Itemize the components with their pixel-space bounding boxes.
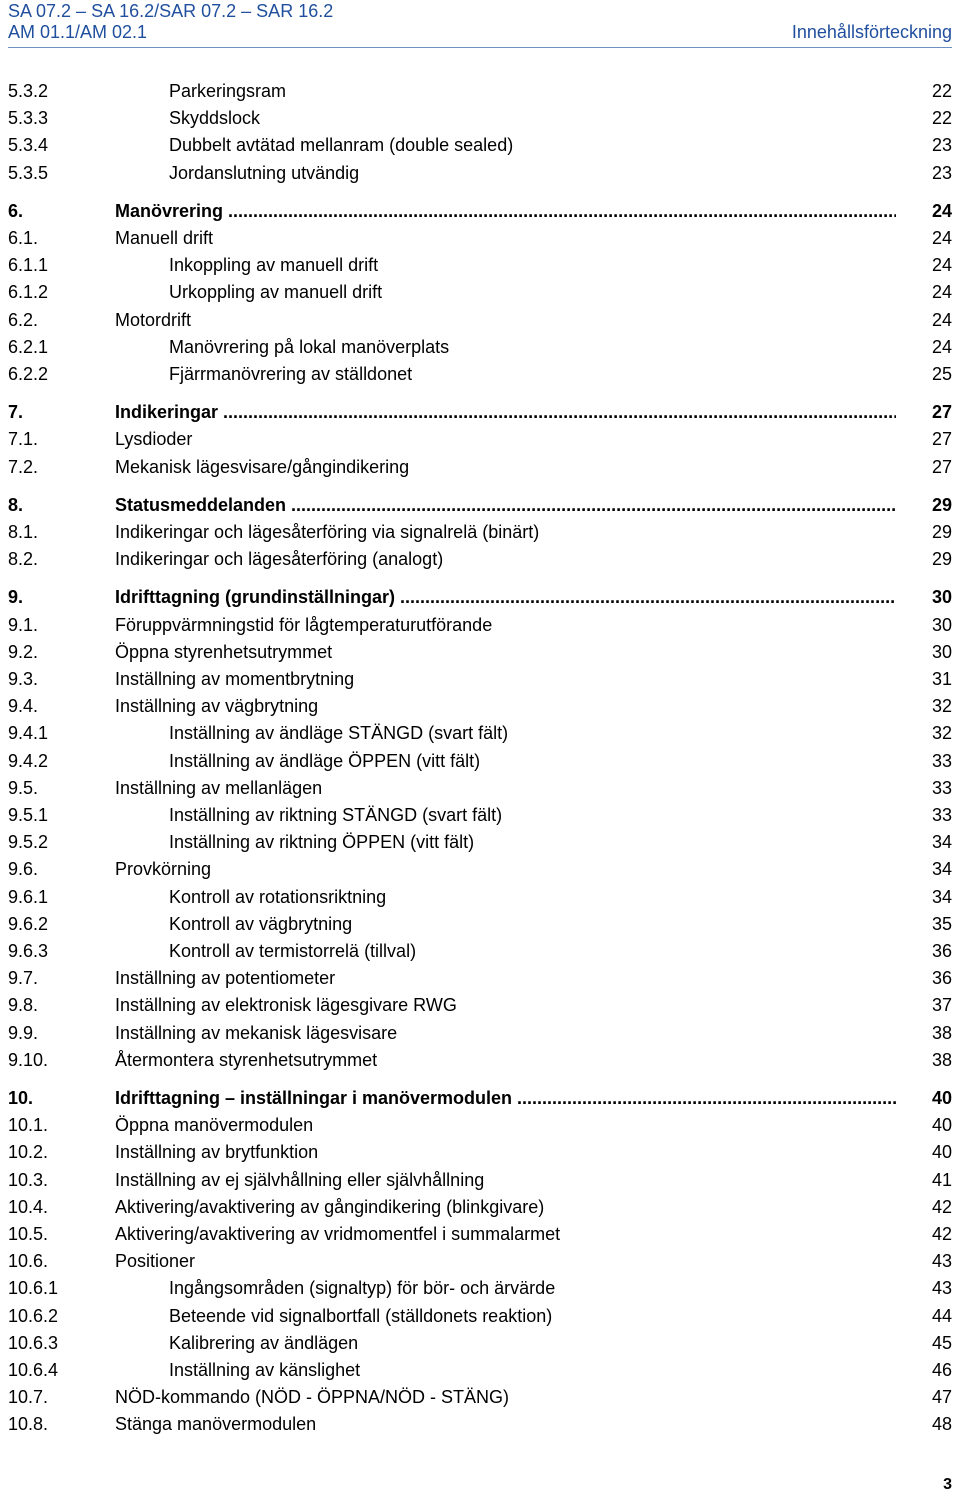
toc-entry-page: 23 (931, 162, 952, 183)
toc-entry-number: 10.6.4 (8, 1360, 59, 1380)
toc-entry-page: 27 (931, 456, 952, 477)
toc-entry-number: 10.8. (8, 1414, 49, 1435)
toc-entry-title: Indikeringar ..... (115, 399, 896, 426)
toc-entry-page: 32 (931, 723, 952, 744)
toc-entry[interactable] (8, 519, 952, 546)
toc-entry-number: 6. (8, 200, 24, 221)
toc-entry-number: 5.3.2 (8, 81, 49, 101)
toc-entry-number: 9.10. (8, 1049, 49, 1070)
toc-entry[interactable] (8, 720, 952, 747)
toc-entry-page: 40 (931, 1115, 952, 1136)
toc-entry[interactable] (8, 748, 952, 775)
toc-entry-number: 6.2.2 (8, 364, 49, 384)
toc-entry[interactable] (8, 399, 952, 426)
toc-entry-title: Kontroll av vägbrytning (169, 913, 353, 934)
toc-entry[interactable] (8, 546, 952, 573)
toc-entry-number: 5.3.5 (8, 162, 49, 183)
toc-entry[interactable] (8, 361, 952, 388)
toc-entry-title: Öppna styrenhetsutrymmet (115, 641, 333, 662)
toc-entry-title: Kontroll av termistorrelä (tillval) (169, 941, 417, 961)
toc-entry-page: 47 (931, 1387, 952, 1408)
toc-entry-number: 9.6.1 (8, 886, 49, 907)
toc-entry-page: 27 (931, 402, 952, 423)
toc-entry-number: 7. (8, 402, 24, 423)
toc-entry-number: 7.2. (8, 456, 39, 477)
toc-entry-number: 10.6.2 (8, 1305, 59, 1326)
toc-entry-page: 24 (931, 336, 952, 357)
toc-entry-page: 29 (931, 549, 952, 570)
toc-entry-page: 33 (931, 777, 952, 798)
toc-entry-page: 33 (931, 805, 952, 825)
toc-entry-number: 8.1. (8, 522, 39, 542)
toc-entry-title: Kontroll av rotationsriktning (169, 886, 387, 907)
toc-entry-page: 24 (931, 200, 952, 221)
toc-entry-title: Inställning av brytfunktion (115, 1142, 319, 1163)
toc-entry-title: Indikeringar och lägesåterföring via signalrelä (binärt) (115, 522, 540, 542)
toc-entry[interactable] (8, 802, 952, 829)
toc-entry[interactable] (8, 225, 952, 252)
toc-entry-page: 40 (931, 1088, 952, 1108)
toc-entry-number: 10.7. (8, 1387, 49, 1408)
toc-entry-title: Inställning av elektronisk lägesgivare RWG (115, 995, 457, 1016)
toc-entry-title: Aktivering/avaktivering av gångindikering (blinkgivare) (115, 1196, 545, 1217)
page-header (8, 0, 952, 46)
toc-entry[interactable] (8, 1411, 952, 1438)
toc-entry-page: 31 (931, 669, 952, 689)
toc-entry-page: 27 (931, 429, 952, 450)
toc-entry-page: 41 (931, 1169, 952, 1190)
toc-entry-title: Inställning av riktning ÖPPEN (vitt fält) (169, 832, 475, 853)
toc-entry-page: 46 (931, 1360, 952, 1380)
toc-entry-number: 6.1.1 (8, 255, 49, 276)
toc-entry-page: 43 (931, 1278, 952, 1299)
toc-entry-title: Dubbelt avtätad mellanram (double sealed) (169, 135, 514, 156)
toc-entry-title: Manuell drift (115, 228, 214, 248)
toc-entry-page: 30 (931, 641, 952, 662)
toc-entry-title: Inställning av momentbrytning (115, 669, 355, 689)
toc-entry-number: 8. (8, 494, 24, 515)
toc-entry-title: Jordanslutning utvändig (169, 162, 360, 183)
toc-entry-title: Skyddslock (169, 108, 261, 129)
toc-entry[interactable] (8, 160, 952, 187)
toc-entry-number: 10.4. (8, 1196, 49, 1217)
toc-entry-number: 9.1. (8, 614, 39, 635)
toc-entry[interactable] (8, 1020, 952, 1047)
toc-entry-title: NÖD-kommando (NÖD - ÖPPNA/NÖD - STÄNG) (115, 1387, 510, 1408)
toc-entry-title: Idrifttagning – inställningar i manövermodulen ..... (115, 1085, 896, 1112)
toc-entry-title: Idrifttagning (grundinställningar) ..... (115, 584, 896, 611)
toc-entry-title: Positioner (115, 1251, 196, 1272)
toc-entry[interactable] (8, 1167, 952, 1194)
toc-entry-number: 9. (8, 587, 24, 608)
toc-entry-title: Statusmeddelanden ..... (115, 492, 896, 519)
toc-entry[interactable] (8, 1221, 952, 1248)
toc-entry[interactable] (8, 1357, 952, 1384)
toc-entry[interactable] (8, 612, 952, 639)
toc-entry-page: 24 (931, 228, 952, 248)
toc-entry-page: 29 (931, 494, 952, 515)
toc-entry-number: 9.7. (8, 968, 39, 989)
toc-entry-page: 22 (931, 81, 952, 101)
toc-entry-page: 36 (931, 941, 952, 961)
toc-entry-title: Indikeringar och lägesåterföring (analogt) (115, 549, 444, 570)
toc-entry-title: Inställning av ändläge ÖPPEN (vitt fält) (169, 750, 481, 771)
toc-entry-title: Manövrering på lokal manöverplats (169, 336, 450, 357)
toc-entry[interactable] (8, 307, 952, 334)
toc-entry-number: 6.2.1 (8, 336, 49, 357)
page-number: 3 (943, 1476, 952, 1493)
toc-entry-page: 38 (931, 1022, 952, 1043)
toc-entry[interactable] (8, 334, 952, 361)
toc-entry-title: Beteende vid signalbortfall (ställdonets reaktion) (169, 1305, 553, 1326)
toc-entry[interactable] (8, 884, 952, 911)
header-divider (8, 47, 952, 48)
toc-entry-page: 22 (931, 108, 952, 129)
toc-entry-number: 10. (8, 1088, 34, 1108)
toc-entry-page: 29 (931, 522, 952, 542)
toc-entry-number: 9.4. (8, 696, 39, 717)
toc-entry-page: 42 (931, 1224, 952, 1244)
toc-entry-page: 42 (931, 1196, 952, 1217)
header-model-line: AM 01.1/AM 02.1 (8, 22, 148, 42)
toc-entry-number: 10.3. (8, 1169, 49, 1190)
toc-entry-title: Provkörning (115, 859, 212, 880)
toc-entry-number: 9.6. (8, 859, 39, 880)
toc-entry-number: 9.4.1 (8, 723, 49, 744)
toc-entry-number: 10.6. (8, 1251, 49, 1272)
toc-entry-number: 6.1. (8, 228, 39, 248)
toc-entry[interactable] (8, 584, 952, 611)
toc-entry-page: 23 (931, 135, 952, 156)
toc-entry[interactable] (8, 78, 952, 105)
toc-entry-page: 32 (931, 696, 952, 717)
toc-entry-page: 24 (931, 282, 952, 303)
toc-entry[interactable] (8, 279, 952, 306)
toc-entry[interactable] (8, 856, 952, 883)
toc-entry[interactable] (8, 1194, 952, 1221)
toc-entry-number: 6.2. (8, 309, 39, 330)
toc-entry-title: Inkoppling av manuell drift (169, 255, 379, 276)
toc-entry[interactable] (8, 1139, 952, 1166)
toc-entry-page: 34 (931, 832, 952, 853)
toc-entry[interactable] (8, 1303, 952, 1330)
toc-entry-page: 34 (931, 859, 952, 880)
toc-entry[interactable] (8, 1384, 952, 1411)
toc-entry-number: 5.3.4 (8, 135, 49, 156)
toc-entry-page: 30 (931, 614, 952, 635)
toc-entry-title: Inställning av känslighet (169, 1360, 361, 1380)
toc-entry-number: 9.2. (8, 641, 39, 662)
toc-entry-title: Stänga manövermodulen (115, 1414, 317, 1435)
toc-entry-number: 9.6.3 (8, 941, 49, 961)
toc-entry-title: Återmontera styrenhetsutrymmet (115, 1049, 378, 1070)
toc-entry[interactable] (8, 775, 952, 802)
toc-entry-number: 9.5.1 (8, 805, 49, 825)
toc-entry-page: 24 (931, 309, 952, 330)
toc-entry[interactable] (8, 492, 952, 519)
toc-entry[interactable] (8, 1047, 952, 1074)
toc-entry-title: Manövrering ..... (115, 198, 896, 225)
toc-entry-page: 40 (931, 1142, 952, 1163)
toc-entry-title: Öppna manövermodulen (115, 1115, 314, 1136)
toc-entry-page: 37 (931, 995, 952, 1016)
toc-entry-page: 38 (931, 1049, 952, 1070)
toc-entry[interactable] (8, 829, 952, 856)
toc-entry-page: 45 (931, 1332, 952, 1353)
toc-entry-page: 34 (931, 886, 952, 907)
toc-entry[interactable] (8, 1275, 952, 1302)
toc-entry-page: 24 (931, 255, 952, 276)
toc-entry[interactable] (8, 454, 952, 481)
header-product-line: SA 07.2 – SA 16.2/SAR 07.2 – SAR 16.2 (8, 1, 334, 21)
toc-entry[interactable] (8, 911, 952, 938)
toc-entry-title: Inställning av mellanlägen (115, 777, 323, 798)
toc-entry-number: 10.2. (8, 1142, 49, 1163)
toc-entry-number: 9.4.2 (8, 750, 49, 771)
toc-entry[interactable] (8, 992, 952, 1019)
toc-entry-title: Fjärrmanövrering av ställdonet (169, 364, 413, 384)
toc-entry-number: 9.5.2 (8, 832, 49, 853)
toc-entry-number: 10.6.1 (8, 1278, 59, 1299)
toc-entry[interactable] (8, 132, 952, 159)
toc-entry-title: Parkeringsram (169, 81, 287, 101)
toc-entry-title: Inställning av vägbrytning (115, 696, 319, 717)
toc-entry-number: 9.8. (8, 995, 39, 1016)
toc-entry-number: 9.9. (8, 1022, 39, 1043)
toc-entry[interactable] (8, 639, 952, 666)
toc-entry[interactable] (8, 198, 952, 225)
toc-entry-page: 33 (931, 750, 952, 771)
toc-entry-page: 25 (931, 364, 952, 384)
toc-entry-title: Aktivering/avaktivering av vridmomentfel i summalarmet (115, 1224, 561, 1244)
toc-entry-page: 48 (931, 1414, 952, 1435)
toc-entry-number: 9.5. (8, 777, 39, 798)
toc-entry-number: 9.3. (8, 669, 39, 689)
toc-entry-title: Inställning av potentiometer (115, 968, 336, 989)
toc-entry[interactable] (8, 1085, 952, 1112)
toc-entry-title: Inställning av riktning STÄNGD (svart fält) (169, 805, 503, 825)
toc-entry[interactable] (8, 1112, 952, 1139)
toc-entry-page: 35 (931, 913, 952, 934)
toc-entry[interactable] (8, 252, 952, 279)
toc-entry[interactable] (8, 666, 952, 693)
toc-entry-number: 7.1. (8, 429, 39, 450)
toc-entry-number: 10.1. (8, 1115, 49, 1136)
toc-entry[interactable] (8, 1248, 952, 1275)
toc-entry-number: 5.3.3 (8, 108, 49, 129)
toc-entry[interactable] (8, 1330, 952, 1357)
toc-entry-page: 43 (931, 1251, 952, 1272)
toc-entry[interactable] (8, 105, 952, 132)
toc-entry[interactable] (8, 965, 952, 992)
toc-entry-page: 44 (931, 1305, 952, 1326)
toc-entry-title: Lysdioder (115, 429, 193, 450)
toc-entry-title: Inställning av mekanisk lägesvisare (115, 1022, 398, 1043)
toc-entry-page: 36 (931, 968, 952, 989)
toc-entry-title: Kalibrering av ändlägen (169, 1332, 359, 1353)
toc-entry[interactable] (8, 693, 952, 720)
toc-entry-title: Ingångsområden (signaltyp) för bör- och ärvärde (169, 1278, 556, 1299)
header-section-title: Innehållsförteckning (791, 22, 952, 42)
toc-entry-page: 30 (931, 587, 952, 608)
toc-entry-title: Inställning av ej självhållning eller självhållning (115, 1169, 485, 1190)
toc-entry-number: 8.2. (8, 549, 39, 570)
toc-entry[interactable] (8, 426, 952, 453)
toc-entry[interactable] (8, 938, 952, 965)
toc-entry-number: 10.5. (8, 1224, 49, 1244)
toc-entry-title: Motordrift (115, 309, 192, 330)
toc-entry-title: Föruppvärmningstid för lågtemperaturutförande (115, 614, 493, 635)
toc-entry-number: 10.6.3 (8, 1332, 59, 1353)
toc-entry-title: Inställning av ändläge STÄNGD (svart fält) (169, 723, 509, 744)
toc-entry-number: 6.1.2 (8, 282, 49, 303)
toc-entry-title: Mekanisk lägesvisare/gångindikering (115, 456, 410, 477)
toc-entry-number: 9.6.2 (8, 913, 49, 934)
toc-entry-title: Urkoppling av manuell drift (169, 282, 383, 303)
